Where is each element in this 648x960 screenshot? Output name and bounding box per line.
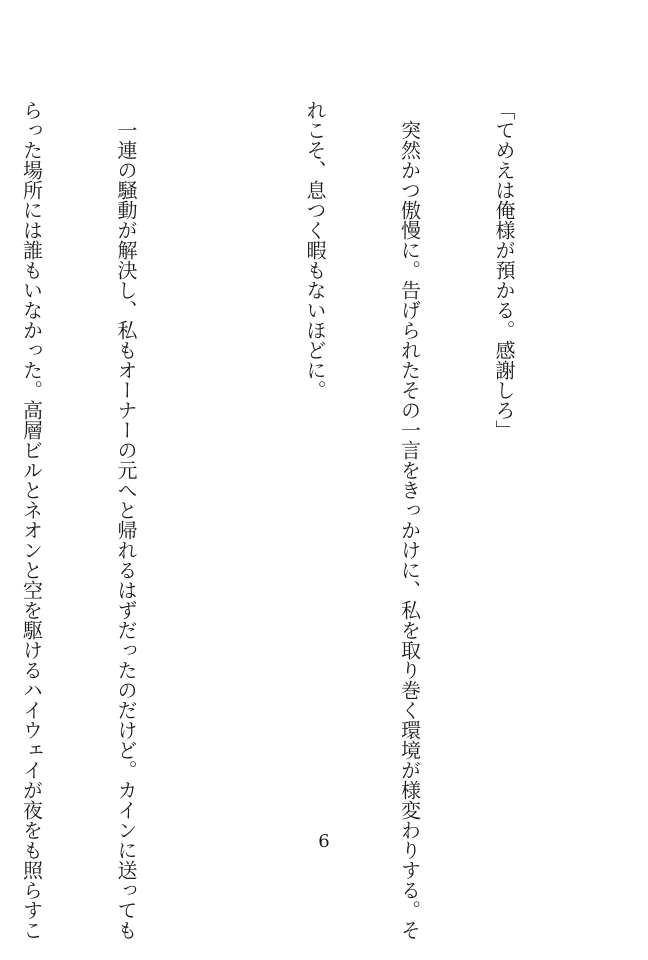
page-number: 6 <box>318 831 330 852</box>
text-line: れこそ、息つく暇もないほどに。 <box>303 100 327 400</box>
text-line: 突然かつ傲慢に。告げられたその一言をきっかけに、私を取り巻く環境が様変わりする。そ <box>397 100 422 940</box>
text-line: 「てめえは俺様が預かる。感謝しろ」 <box>492 100 516 440</box>
blank-line <box>204 100 236 790</box>
text-line: 一連の騒動が解決し、私もオーナーの元へと帰れるはずだったのだけど。カインに送っても <box>114 100 138 940</box>
text-line: らった場所には誰もいなかった。高層ビルとネオンと空を駆けるハイウェイが夜をも照らすこ <box>19 100 44 940</box>
vertical-text-body <box>0 100 582 940</box>
